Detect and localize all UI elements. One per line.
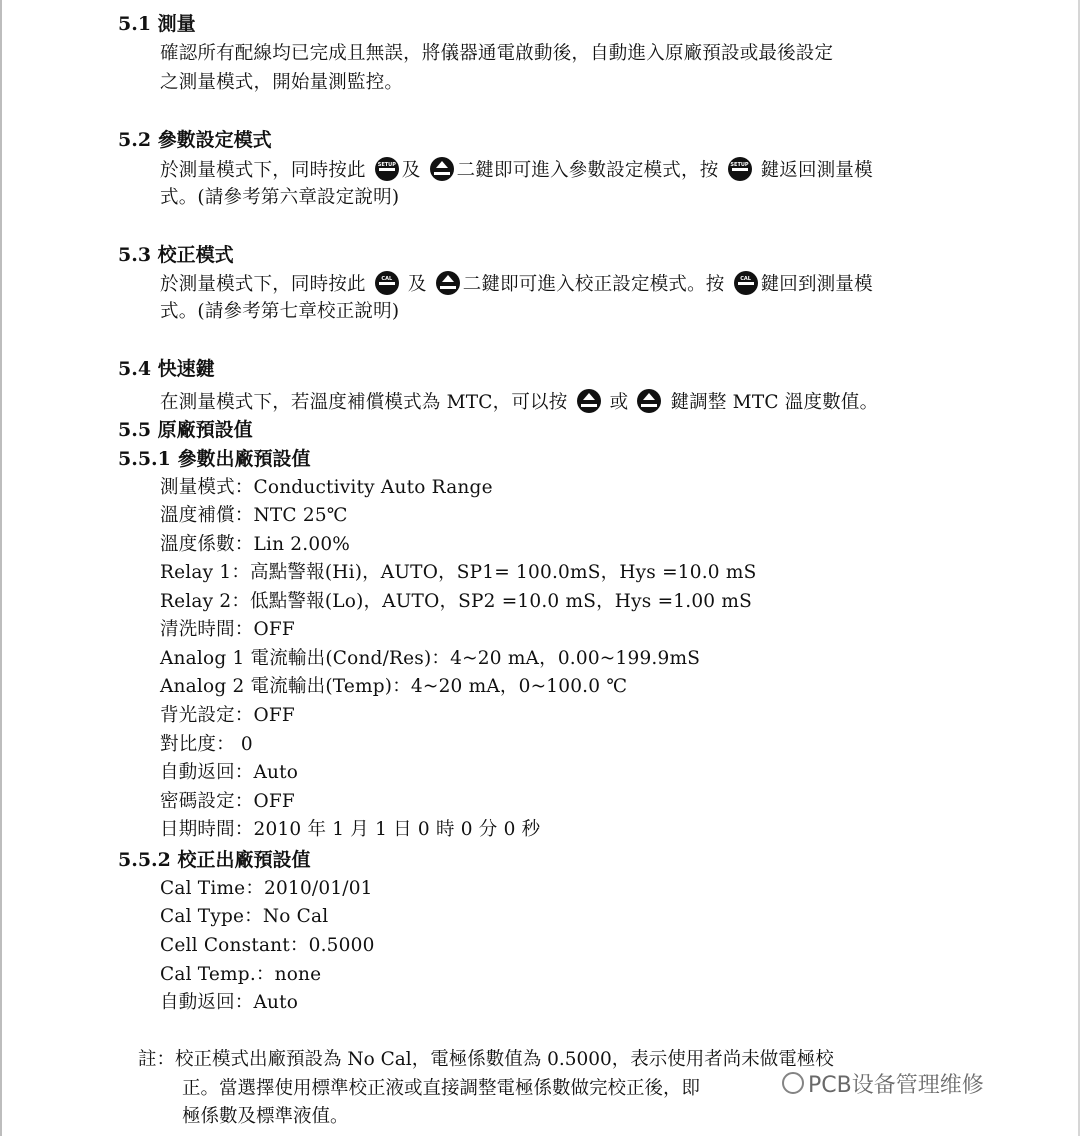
cal-item: Cell Constant：0.5000: [160, 935, 375, 956]
cal-key-line: [379, 282, 395, 285]
cal-item: Cal Temp.：none: [160, 964, 322, 985]
mode-up-triangle-2: [442, 275, 454, 282]
right-key-triangle: [643, 393, 655, 400]
section-5-3-line-2: 式。(請參考第七章校正說明): [160, 301, 400, 322]
section-5-4-text-b: 或: [609, 392, 629, 413]
section-5-4-line-1: [160, 389, 878, 415]
section-5-4-text-a: 在測量模式下，若溫度補償模式為 MTC，可以按: [160, 392, 568, 413]
section-5-4-text-c: 鍵調整 MTC 溫度數值。: [670, 392, 879, 413]
mode-up-bar: [434, 172, 450, 175]
setup-key-label: SETUP: [377, 162, 396, 168]
section-5-3-line-1: [160, 271, 873, 297]
param-item: 對比度： 0: [160, 734, 253, 755]
param-item: 溫度補償：NTC 25℃: [160, 505, 348, 526]
section-5-5-title: 5.5 原廠預設值: [118, 419, 253, 441]
section-5-5-2-title: 5.5.2 校正出廠預設值: [118, 849, 311, 871]
section-5-2-text-c: 二鍵即可進入參數設定模式，按: [456, 160, 719, 181]
right-key-bar: [641, 404, 657, 407]
setup-key-icon: [375, 157, 399, 181]
note-line-1: 註：校正模式出廠預設為 No Cal，電極係數值為 0.5000，表示使用者尚未做電極校: [138, 1049, 834, 1070]
note-line-2: 正。當選擇使用標準校正液或直接調整電極係數做完校正後，即: [182, 1078, 701, 1099]
watermark-text: PCB设备管理维修: [808, 1073, 984, 1098]
mode-up-key-icon-2: [436, 271, 460, 295]
param-item: Relay 1：高點警報(Hi)，AUTO，SP1= 100.0mS，Hys =10.0 mS: [160, 562, 757, 583]
mode-up-triangle: [436, 161, 448, 168]
cal-item: Cal Time：2010/01/01: [160, 878, 373, 899]
wechat-icon: [782, 1072, 804, 1094]
page-edge-left: [0, 0, 2, 1136]
cal-item: Cal Type：No Cal: [160, 906, 329, 927]
param-item: 溫度係數：Lin 2.00%: [160, 534, 351, 555]
section-5-4-title: 5.4 快速鍵: [118, 358, 215, 380]
param-item: 背光設定：OFF: [160, 705, 295, 726]
cal-item: 自動返回：Auto: [160, 992, 299, 1013]
cal-return-key-label: CAL: [740, 276, 751, 282]
section-5-2-line-2: 式。(請參考第六章設定說明): [160, 187, 400, 208]
right-key-icon: [637, 389, 661, 413]
section-5-3-text-a: 於測量模式下，同時按此: [160, 274, 366, 295]
cal-key-label: CAL: [381, 276, 393, 282]
section-5-3-title: 5.3 校正模式: [118, 244, 234, 266]
up-key-triangle: [583, 393, 595, 400]
watermark: [782, 1072, 984, 1100]
section-5-2-title: 5.2 參數設定模式: [118, 129, 272, 151]
cal-return-key-icon: [734, 271, 758, 295]
section-5-1-line-2: 之測量模式，開始量測監控。: [160, 72, 404, 93]
section-5-3-text-b: 及: [407, 274, 427, 295]
setup-return-key-label: SETUP: [730, 162, 749, 168]
param-item: 密碼設定：OFF: [160, 791, 295, 812]
param-item: 自動返回：Auto: [160, 762, 299, 783]
param-item: 清洗時間：OFF: [160, 619, 295, 640]
setup-return-key-line: [732, 168, 748, 171]
param-item: Analog 2 電流輸出(Temp)：4~20 mA，0~100.0 ℃: [160, 676, 628, 697]
section-5-5-1-title: 5.5.1 參數出廠預設值: [118, 448, 311, 470]
param-item: Relay 2：低點警報(Lo)，AUTO，SP2 =10.0 mS，Hys =1.00 mS: [160, 591, 752, 612]
param-item: 測量模式：Conductivity Auto Range: [160, 477, 493, 498]
up-key-icon: [577, 389, 601, 413]
cal-return-key-line: [738, 282, 754, 285]
param-item: 日期時間：2010 年 1 月 1 日 0 時 0 分 0 秒: [160, 819, 541, 840]
mode-up-bar-2: [440, 286, 456, 289]
section-5-3-text-c: 二鍵即可進入校正設定模式。按: [462, 274, 725, 295]
section-5-2-text-d: 鍵返回測量模: [760, 160, 873, 181]
section-5-2-text-a: 於測量模式下，同時按此: [160, 160, 366, 181]
cal-key-icon: [375, 271, 399, 295]
section-5-3-text-d: 鍵回到測量模: [760, 274, 873, 295]
section-5-2-line-1: [160, 157, 873, 183]
section-5-1-title: 5.1 測量: [118, 13, 196, 35]
section-5-2-text-b: 及: [401, 160, 421, 181]
note-line-3: 極係數及標準液值。: [182, 1106, 349, 1127]
setup-key-line: [379, 168, 395, 171]
setup-return-key-icon: [728, 157, 752, 181]
section-5-1-line-1: 確認所有配線均已完成且無誤，將儀器通電啟動後，自動進入原廠預設或最後設定: [160, 43, 834, 64]
param-item: Analog 1 電流輸出(Cond/Res)：4~20 mA，0.00~199.9mS: [160, 648, 701, 669]
up-key-bar: [581, 404, 597, 407]
mode-up-key-icon: [430, 157, 454, 181]
